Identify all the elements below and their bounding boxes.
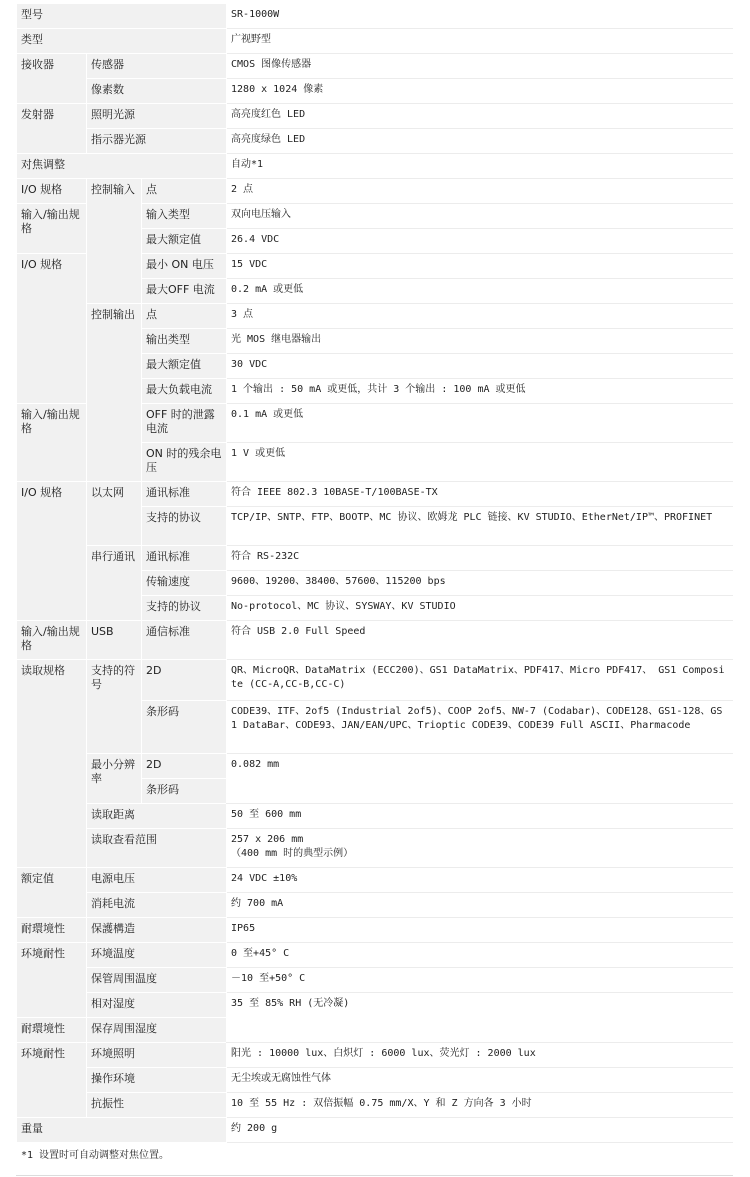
spec-label-cell: 指示器光源	[87, 129, 227, 154]
spec-label-cell: 输出类型	[142, 329, 227, 354]
spec-label-cell: 类型	[17, 29, 227, 54]
spec-label-cell: 输入/输出规格	[17, 621, 87, 660]
spec-table-body	[17, 4, 733, 1176]
spec-label-cell: 输入/输出规格	[17, 404, 87, 482]
spec-row	[17, 154, 733, 179]
spec-label-cell: 条形码	[142, 701, 227, 754]
spec-row	[17, 546, 733, 571]
spec-row	[17, 4, 733, 29]
spec-label-cell: 输入类型	[142, 204, 227, 229]
spec-value-cell: 约 700 mA	[227, 893, 733, 918]
spec-label-cell: 耐環境性	[17, 1018, 87, 1043]
spec-label-cell: 传感器	[87, 54, 227, 79]
spec-label-cell: 控制输入	[87, 179, 142, 304]
spec-row	[17, 754, 733, 779]
spec-label-cell: 通讯标准	[142, 546, 227, 571]
spec-row	[17, 129, 733, 154]
spec-row	[17, 1118, 733, 1143]
spec-value-cell: 24 VDC ±10%	[227, 868, 733, 893]
spec-label-cell: 重量	[17, 1118, 227, 1143]
spec-value-cell: 符合 IEEE 802.3 10BASE-T/100BASE-TX	[227, 482, 733, 507]
spec-value-cell: 26.4 VDC	[227, 229, 733, 254]
spec-value-cell: TCP/IP、SNTP、FTP、BOOTP、MC 协议、欧姆龙 PLC 链接、KV STUDIO、EtherNet/IP™、PROFINET	[227, 507, 733, 546]
spec-value-cell: 双向电压输入	[227, 204, 733, 229]
spec-value-cell: 15 VDC	[227, 254, 733, 279]
spec-label-cell: 相对湿度	[87, 993, 227, 1018]
spec-label-cell: 输入/输出规格	[17, 204, 87, 254]
spec-label-cell: 操作环境	[87, 1068, 227, 1093]
spec-label-cell: 以太网	[87, 482, 142, 546]
spec-value-cell: CODE39、ITF、2of5 (Industrial 2of5)、COOP 2of5、NW-7 (Codabar)、CODE128、GS1-128、GS1 DataBar、CODE93、JAN/EAN/UPC、Trioptic CODE39、CODE39 Full ASCII、Pharmacode	[227, 701, 733, 754]
spec-row	[17, 482, 733, 507]
spec-value-cell: 符合 RS-232C	[227, 546, 733, 571]
spec-row	[17, 993, 733, 1018]
spec-value-cell: SR-1000W	[227, 4, 733, 29]
spec-value-cell: 0 至+45° C	[227, 943, 733, 968]
spec-value-cell: 1 V 或更低	[227, 443, 733, 482]
spec-label-cell: 抗振性	[87, 1093, 227, 1118]
spec-label-cell: 最大额定值	[142, 229, 227, 254]
spec-label-cell: OFF 时的泄露电流	[142, 404, 227, 443]
spec-label-cell: 通信标准	[142, 621, 227, 660]
spec-row	[17, 304, 733, 329]
spec-label-cell: I/O 规格	[17, 482, 87, 621]
spec-row	[17, 943, 733, 968]
spec-label-cell: 点	[142, 179, 227, 204]
spec-label-cell: 环境温度	[87, 943, 227, 968]
spec-value-cell: 0.2 mA 或更低	[227, 279, 733, 304]
spec-row	[17, 104, 733, 129]
spec-label-cell: 像素数	[87, 79, 227, 104]
spec-label-cell: 支持的协议	[142, 596, 227, 621]
spec-value-cell: 光 MOS 继电器输出	[227, 329, 733, 354]
spec-row	[17, 1143, 733, 1176]
spec-value-cell: 0.1 mA 或更低	[227, 404, 733, 443]
spec-row	[17, 621, 733, 660]
spec-value-cell: 自动*1	[227, 154, 733, 179]
spec-label-cell: 环境耐性	[17, 1043, 87, 1118]
spec-label-cell: 电源电压	[87, 868, 227, 893]
spec-value-cell: 高亮度红色 LED	[227, 104, 733, 129]
spec-label-cell: 型号	[17, 4, 227, 29]
spec-row	[17, 79, 733, 104]
spec-row	[17, 868, 733, 893]
spec-value-cell: IP65	[227, 918, 733, 943]
spec-value-cell: 1280 x 1024 像素	[227, 79, 733, 104]
spec-value-cell: 高亮度绿色 LED	[227, 129, 733, 154]
spec-label-cell: 保存周围湿度	[87, 1018, 227, 1043]
footnote: *1 设置时可自动调整对焦位置。	[17, 1143, 733, 1176]
spec-label-cell: 最小 ON 电压	[142, 254, 227, 279]
spec-row	[17, 54, 733, 79]
spec-row	[17, 829, 733, 868]
spec-label-cell: 保管周围温度	[87, 968, 227, 993]
spec-value-cell: No-protocol、MC 协议、SYSWAY、KV STUDIO	[227, 596, 733, 621]
spec-label-cell: 对焦调整	[17, 154, 227, 179]
spec-row	[17, 804, 733, 829]
spec-row	[17, 968, 733, 993]
spec-label-cell: 环境耐性	[17, 943, 87, 1018]
spec-value-cell: 10 至 55 Hz : 双倍振幅 0.75 mm/X、Y 和 Z 方向各 3 小时	[227, 1093, 733, 1118]
spec-row	[17, 179, 733, 204]
spec-label-cell: 点	[142, 304, 227, 329]
spec-label-cell: 环境照明	[87, 1043, 227, 1068]
spec-label-cell: 最小分辨率	[87, 754, 142, 804]
spec-value-cell: 0.082 mm	[227, 754, 733, 804]
spec-label-cell: ON 时的残余电压	[142, 443, 227, 482]
spec-value-cell: 9600、19200、38400、57600、115200 bps	[227, 571, 733, 596]
spec-value-cell: 35 至 85% RH (无冷凝)	[227, 993, 733, 1043]
spec-value-cell: 50 至 600 mm	[227, 804, 733, 829]
spec-label-cell: USB	[87, 621, 142, 660]
spec-label-cell: 最大额定值	[142, 354, 227, 379]
spec-row	[17, 1068, 733, 1093]
spec-row	[17, 29, 733, 54]
spec-label-cell: I/O 规格	[17, 179, 87, 204]
spec-label-cell: 通讯标准	[142, 482, 227, 507]
spec-value-cell: 257 x 206 mm （400 mm 时的典型示例）	[227, 829, 733, 868]
spec-label-cell: 耐環境性	[17, 918, 87, 943]
spec-label-cell: 消耗电流	[87, 893, 227, 918]
spec-label-cell: 读取距离	[87, 804, 227, 829]
spec-label-cell: 支持的协议	[142, 507, 227, 546]
spec-label-cell: 2D	[142, 660, 227, 701]
spec-label-cell: 最大OFF 电流	[142, 279, 227, 304]
spec-label-cell: 2D	[142, 754, 227, 779]
spec-value-cell: CMOS 图像传感器	[227, 54, 733, 79]
spec-row	[17, 918, 733, 943]
spec-label-cell: 额定值	[17, 868, 87, 918]
spec-value-cell: －10 至+50° C	[227, 968, 733, 993]
spec-row	[17, 1043, 733, 1068]
spec-value-cell: 阳光 : 10000 lux、白炽灯 : 6000 lux、荧光灯 : 2000 lux	[227, 1043, 733, 1068]
spec-value-cell: 3 点	[227, 304, 733, 329]
spec-label-cell: 最大负载电流	[142, 379, 227, 404]
spec-label-cell: 支持的符号	[87, 660, 142, 754]
spec-value-cell: 无尘埃或无腐蚀性气体	[227, 1068, 733, 1093]
spec-label-cell: 控制输出	[87, 304, 142, 482]
spec-label-cell: I/O 规格	[17, 254, 87, 404]
spec-value-cell: 广视野型	[227, 29, 733, 54]
spec-value-cell: QR、MicroQR、DataMatrix (ECC200)、GS1 DataMatrix、PDF417、Micro PDF417、 GS1 Composite (CC-A,CC-B,CC-C)	[227, 660, 733, 701]
spec-label-cell: 照明光源	[87, 104, 227, 129]
spec-label-cell: 串行通讯	[87, 546, 142, 621]
spec-value-cell: 1 个输出 : 50 mA 或更低，共计 3 个输出 : 100 mA 或更低	[227, 379, 733, 404]
spec-table	[16, 3, 733, 1176]
spec-label-cell: 条形码	[142, 779, 227, 804]
spec-label-cell: 读取规格	[17, 660, 87, 868]
spec-row	[17, 660, 733, 701]
spec-label-cell: 保護構造	[87, 918, 227, 943]
spec-label-cell: 发射器	[17, 104, 87, 154]
spec-row	[17, 893, 733, 918]
spec-label-cell: 传输速度	[142, 571, 227, 596]
spec-label-cell: 读取查看范围	[87, 829, 227, 868]
spec-value-cell: 约 200 g	[227, 1118, 733, 1143]
spec-value-cell: 2 点	[227, 179, 733, 204]
spec-value-cell: 符合 USB 2.0 Full Speed	[227, 621, 733, 660]
spec-label-cell: 接收器	[17, 54, 87, 104]
spec-value-cell: 30 VDC	[227, 354, 733, 379]
spec-row	[17, 1093, 733, 1118]
